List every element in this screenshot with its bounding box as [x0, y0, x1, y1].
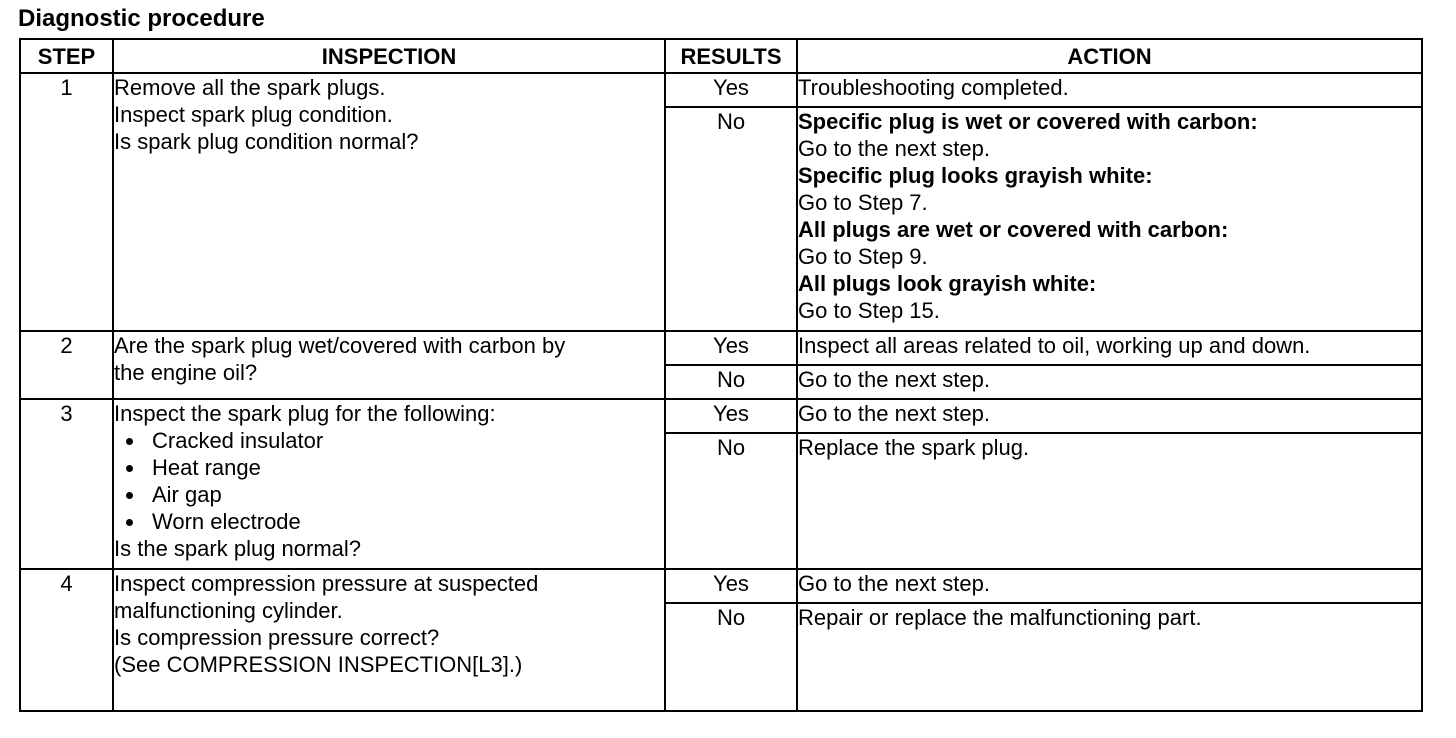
list-item [114, 508, 664, 535]
action-yes: Troubleshooting completed. [797, 73, 1422, 107]
action-instruction: Go to the next step. [798, 136, 991, 161]
table-row [20, 73, 1422, 107]
step-number: 1 [20, 73, 113, 331]
action-condition: Specific plug is wet or covered with carbon: [798, 109, 1258, 134]
inspection-cell [113, 569, 665, 711]
bullet-icon [126, 465, 133, 472]
step-number: 2 [20, 331, 113, 399]
inspection-line: Are the spark plug wet/covered with carbon by [114, 333, 566, 358]
inspection-cell [113, 399, 665, 569]
action-condition: Specific plug looks grayish white: [798, 163, 1153, 188]
inspection-cell [113, 331, 665, 399]
action-yes: Inspect all areas related to oil, working up and down. [797, 331, 1422, 365]
action-instruction: Go to Step 15. [798, 298, 940, 323]
action-instruction: Go to Step 7. [798, 190, 928, 215]
result-yes: Yes [665, 399, 797, 433]
result-yes: Yes [665, 73, 797, 107]
list-item [114, 454, 664, 481]
inspection-line: Inspect spark plug condition. [114, 102, 393, 127]
bullet-text: Heat range [152, 455, 261, 480]
bullet-text: Air gap [152, 482, 222, 507]
list-item [114, 427, 664, 454]
list-item [114, 481, 664, 508]
table-row [20, 569, 1422, 603]
inspection-cell [113, 73, 665, 331]
inspection-line: Remove all the spark plugs. [114, 75, 386, 100]
result-yes: Yes [665, 331, 797, 365]
page-title: Diagnostic procedure [18, 5, 265, 32]
result-yes: Yes [665, 569, 797, 603]
action-no: Go to the next step. [797, 365, 1422, 399]
bullet-text: Worn electrode [152, 509, 301, 534]
bullet-icon [126, 438, 133, 445]
inspection-line: Inspect compression pressure at suspected [114, 571, 539, 596]
inspection-bullet-list [114, 427, 664, 535]
action-condition: All plugs look grayish white: [798, 271, 1097, 296]
bullet-icon [126, 519, 133, 526]
table-row [20, 399, 1422, 433]
action-no: Replace the spark plug. [797, 433, 1422, 569]
action-no: Repair or replace the malfunctioning part. [797, 603, 1422, 711]
diagnostic-table [19, 38, 1423, 712]
inspection-line: Inspect the spark plug for the following: [114, 401, 496, 426]
inspection-line: Is compression pressure correct? [114, 625, 440, 650]
action-yes: Go to the next step. [797, 569, 1422, 603]
action-instruction: Go to Step 9. [798, 244, 928, 269]
result-no: No [665, 107, 797, 331]
inspection-line: the engine oil? [114, 360, 258, 385]
inspection-line: Is spark plug condition normal? [114, 129, 419, 154]
inspection-line: (See COMPRESSION INSPECTION[L3].) [114, 652, 523, 677]
header-step: STEP [20, 39, 113, 73]
header-inspection: INSPECTION [113, 39, 665, 73]
inspection-line: Is the spark plug normal? [114, 536, 362, 561]
result-no: No [665, 365, 797, 399]
header-results: RESULTS [665, 39, 797, 73]
table-row [20, 331, 1422, 365]
bullet-text: Cracked insulator [152, 428, 324, 453]
step-number: 4 [20, 569, 113, 711]
action-no [797, 107, 1422, 331]
action-condition: All plugs are wet or covered with carbon: [798, 217, 1229, 242]
result-no: No [665, 433, 797, 569]
result-no: No [665, 603, 797, 711]
header-action: ACTION [797, 39, 1422, 73]
inspection-line: malfunctioning cylinder. [114, 598, 343, 623]
action-yes: Go to the next step. [797, 399, 1422, 433]
bullet-icon [126, 492, 133, 499]
table-header-row [20, 39, 1422, 73]
step-number: 3 [20, 399, 113, 569]
